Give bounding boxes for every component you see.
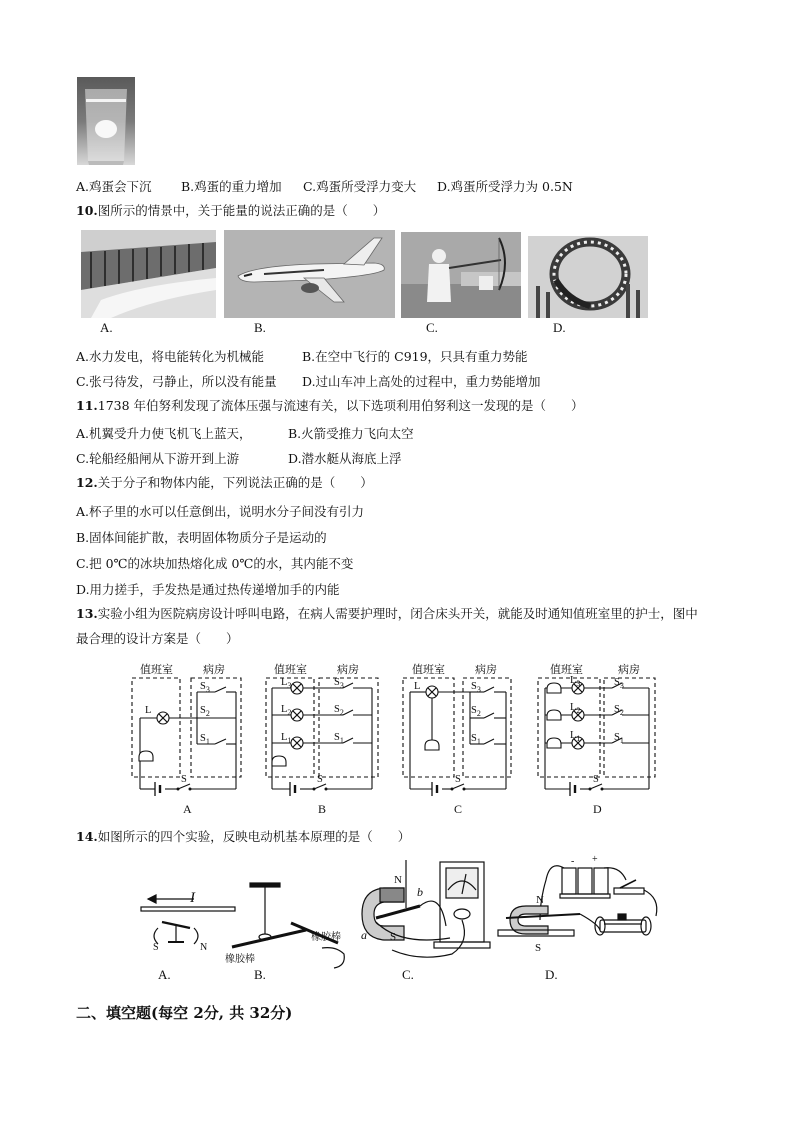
circuit-d-label: D: [593, 802, 602, 816]
circuit-a-duty-room: 值班室: [140, 664, 173, 676]
q9-option-c: C.鸡蛋所受浮力变大: [303, 179, 417, 194]
experiment-d-motor-principle: [498, 866, 657, 936]
experiment-a-s-label: S: [153, 942, 159, 953]
q14-stem-text: 如图所示的四个实验，反映电动机基本原理的是（ ）: [97, 829, 411, 844]
q13-stem-line2: 最合理的设计方案是（ ）: [76, 631, 239, 646]
experiment-d-plus: +: [592, 854, 598, 865]
experiment-b-label: B.: [254, 967, 266, 982]
q9-option-b: B.鸡蛋的重力增加: [181, 179, 282, 194]
q14-number: 14.: [76, 829, 98, 844]
q13-number: 13.: [76, 606, 98, 621]
q12-stem: [76, 475, 373, 491]
q10-stem-text: 图所示的情景中，关于能量的说法正确的是（ ）: [97, 203, 386, 218]
circuit-d-l2-label: $L_2$: [570, 702, 581, 715]
q10-image-label-a: A.: [100, 320, 113, 335]
experiment-c-s-label: S: [390, 931, 397, 943]
q13-circuit-diagrams: [0, 655, 794, 825]
roller-coaster-photo: [528, 236, 648, 318]
experiment-c-a-label: a: [361, 928, 367, 942]
q12-number: 12.: [76, 475, 98, 490]
circuit-a-s1-label: $S_1$: [200, 733, 210, 746]
circuit-d-l3-label: $L_3$: [570, 675, 581, 688]
q11-option-d: D.潜水艇从海底上浮: [288, 451, 402, 466]
experiment-a-oersted: [141, 895, 235, 944]
circuit-c-lamp-label: L: [414, 681, 421, 692]
circuit-c-ward: 病房: [475, 664, 497, 676]
experiment-b-rod-label-2: 橡胶棒: [225, 954, 255, 965]
q14-stem: [76, 829, 410, 845]
circuit-c-label: C: [454, 802, 463, 816]
experiment-c-label: C.: [402, 967, 414, 982]
hydropower-dam-photo: [81, 230, 216, 318]
circuit-c: [403, 678, 511, 789]
circuit-d-s1-label: $S_1$: [614, 732, 624, 745]
archer-photo: [401, 232, 521, 318]
experiment-c-induction: [362, 860, 490, 957]
circuit-a-label: A: [183, 802, 192, 816]
circuit-b-s1-label: $S_1$: [334, 732, 344, 745]
section-heading: 二、填空题(每空 2分, 共 32分): [76, 1004, 293, 1022]
circuit-a-ward: 病房: [203, 664, 225, 676]
q12-option-b: B.固体间能扩散，表明固体物质分子是运动的: [76, 530, 327, 545]
experiment-a-n-label: N: [200, 942, 208, 953]
q11-stem: [76, 398, 584, 414]
circuit-d-s-label: S: [593, 774, 599, 785]
egg-in-water-photo: [77, 77, 135, 165]
q10-option-d: D.过山车冲上高处的过程中，重力势能增加: [302, 374, 541, 389]
circuit-d-s2-label: $S_2$: [614, 704, 624, 717]
experiment-c-b-label: b: [417, 885, 423, 899]
experiment-d-s-label: S: [535, 942, 542, 954]
circuit-a-s-label: S: [181, 774, 187, 785]
circuit-b-s3-label: $S_3$: [334, 677, 344, 690]
q10-number: 10.: [76, 203, 98, 218]
q10-option-c: C.张弓待发，弓静止，所以没有能量: [76, 374, 277, 389]
circuit-b-s-label: S: [317, 774, 323, 785]
circuit-b-duty-room: 值班室: [274, 664, 307, 676]
q10-image-label-d: D.: [553, 320, 566, 335]
q10-stem: [76, 203, 385, 219]
q11-option-b: B.火箭受推力飞向太空: [288, 426, 414, 441]
q12-stem-text: 关于分子和物体内能，下列说法正确的是（ ）: [97, 475, 373, 490]
q11-option-a: A.机翼受升力使飞机飞上蓝天，: [76, 426, 252, 441]
circuit-d: [538, 678, 655, 789]
circuit-a-s2-label: $S_2$: [200, 705, 210, 718]
circuit-d-duty-room: 值班室: [550, 664, 583, 676]
circuit-a: [132, 678, 241, 789]
circuit-b-l2-label: $L_2$: [281, 704, 292, 717]
q12-option-c: C.把 0℃的冰块加热熔化成 0℃的水，其内能不变: [76, 556, 354, 571]
q14-experiment-diagrams: [0, 850, 794, 985]
q13-stem-text: 实验小组为医院病房设计呼叫电路，在病人需要护理时，闭合床头开关，就能及时通知值班室里的护士，图中: [97, 606, 698, 621]
circuit-b-ward: 病房: [337, 664, 359, 676]
q11-option-c: C.轮船经船闸从下游开到上游: [76, 451, 240, 466]
q10-option-a: A.水力发电，将电能转化为机械能: [76, 349, 265, 364]
circuit-b-l3-label: $L_3$: [281, 677, 292, 690]
q12-option-a: A.杯子里的水可以任意倒出，说明水分子间没有引力: [76, 504, 365, 519]
circuit-c-s-label: S: [455, 774, 461, 785]
experiment-a-label: A.: [158, 967, 171, 982]
circuit-b-s2-label: $S_2$: [334, 704, 344, 717]
q10-image-label-b: B.: [254, 320, 266, 335]
q10-option-b: B.在空中飞行的 C919，只具有重力势能: [302, 349, 528, 364]
experiment-c-n-label: N: [394, 874, 402, 886]
experiment-a-current-label: I: [190, 890, 195, 906]
circuit-c-s2-label: $S_2$: [471, 705, 481, 718]
circuit-d-ward: 病房: [618, 664, 640, 676]
circuit-c-duty-room: 值班室: [412, 664, 445, 676]
experiment-d-minus: -: [571, 856, 575, 867]
circuit-b-label: B: [318, 802, 327, 816]
circuit-a-lamp-label: L: [145, 705, 152, 716]
q9-option-d: D.鸡蛋所受浮力为 0.5N: [437, 179, 573, 194]
q12-option-d: D.用力搓手，手发热是通过热传递增加手的内能: [76, 582, 340, 597]
q11-stem-text: 1738 年伯努利发现了流体压强与流速有关，以下选项利用伯努利这一发现的是（ ）: [97, 398, 584, 413]
circuit-d-s3-label: $S_3$: [614, 677, 624, 690]
q9-option-a: A.鸡蛋会下沉: [76, 179, 152, 194]
experiment-d-n-label: N: [536, 894, 544, 906]
experiment-b-rod-label-1: 橡胶棒: [311, 932, 341, 943]
q10-image-label-c: C.: [426, 320, 438, 335]
circuit-b-l1-label: $L_1$: [281, 732, 292, 745]
circuit-c-s3-label: $S_3$: [471, 681, 481, 694]
c919-airplane-photo: [224, 230, 395, 318]
q11-number: 11.: [76, 398, 98, 413]
circuit-c-s1-label: $S_1$: [471, 733, 481, 746]
q13-stem-line1: [76, 606, 698, 622]
experiment-d-label: D.: [545, 967, 558, 982]
circuit-a-s3-label: $S_3$: [200, 681, 210, 694]
circuit-d-l1-label: $L_1$: [570, 730, 581, 743]
